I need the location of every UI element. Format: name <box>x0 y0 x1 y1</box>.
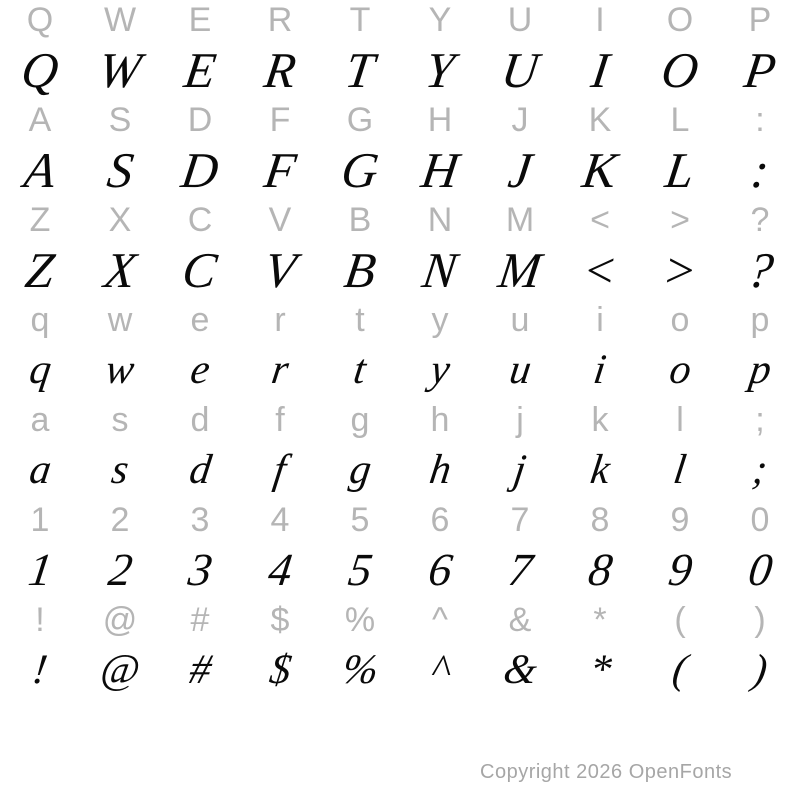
glyph-cell: 0 <box>744 544 776 595</box>
glyph-cell: C <box>187 201 213 239</box>
glyph-cell: 3 <box>190 501 210 539</box>
glyph-cell: a <box>26 447 54 493</box>
glyph-cell: ; <box>749 447 771 493</box>
glyph-cell: P <box>740 42 780 98</box>
glyph-row-ref-caps <box>0 0 800 40</box>
glyph-cell: T <box>349 1 371 39</box>
glyph-cell: J <box>511 101 529 139</box>
glyph-cell: X <box>108 201 132 239</box>
glyph-cell: I <box>595 1 605 39</box>
glyph-cell: E <box>188 1 212 39</box>
glyph-cell: o <box>670 301 690 339</box>
glyph-row-script-caps <box>0 40 800 100</box>
glyph-cell: q <box>30 301 50 339</box>
glyph-cell: Y <box>428 1 452 39</box>
glyph-cell: p <box>746 347 774 393</box>
glyph-cell: O <box>658 42 702 98</box>
glyph-cell: t <box>350 347 370 393</box>
glyph-cell: > <box>670 201 690 239</box>
glyph-cell: l <box>670 447 690 493</box>
glyph-cell: S <box>108 101 132 139</box>
glyph-cell: $ <box>270 601 290 639</box>
glyph-cell: L <box>670 101 690 139</box>
glyph-cell: J <box>504 142 536 198</box>
glyph-cell: & <box>508 601 532 639</box>
glyph-cell: w <box>107 301 133 339</box>
glyph-cell: R <box>260 42 300 98</box>
glyph-cell: < <box>579 242 621 298</box>
glyph-cell: 4 <box>270 501 290 539</box>
glyph-cell: q <box>26 347 54 393</box>
glyph-row-script-symbols <box>0 640 800 700</box>
glyph-cell: p <box>750 301 770 339</box>
glyph-cell: ^ <box>432 601 448 639</box>
glyph-cell: U <box>507 1 533 39</box>
glyph-cell: * <box>586 647 614 693</box>
glyph-cell: A <box>28 101 52 139</box>
glyph-cell: 1 <box>30 501 50 539</box>
glyph-cell: h <box>430 401 450 439</box>
glyph-cell: j <box>516 401 524 439</box>
glyph-cell: 8 <box>590 501 610 539</box>
glyph-cell: S <box>103 142 137 198</box>
glyph-cell: u <box>506 347 534 393</box>
glyph-cell: f <box>275 401 285 439</box>
glyph-cell: ) <box>749 647 771 693</box>
glyph-row-script-caps <box>0 240 800 300</box>
glyph-cell: @ <box>102 601 138 639</box>
glyph-cell: B <box>348 201 372 239</box>
glyph-cell: > <box>659 242 701 298</box>
glyph-cell: 7 <box>510 501 530 539</box>
glyph-row-pair <box>0 300 800 400</box>
glyph-cell: a <box>30 401 50 439</box>
glyph-row-script-lower <box>0 340 800 400</box>
glyph-cell: G <box>346 101 374 139</box>
glyph-cell: T <box>342 42 378 98</box>
glyph-cell: 4 <box>264 544 296 595</box>
glyph-cell: e <box>190 301 210 339</box>
glyph-cell: F <box>260 142 300 198</box>
glyph-cell: 9 <box>664 544 696 595</box>
glyph-cell: D <box>187 101 213 139</box>
glyph-cell: Q <box>18 42 62 98</box>
glyph-cell: s <box>108 447 132 493</box>
glyph-cell: Q <box>26 1 54 39</box>
glyph-row-ref-lower <box>0 400 800 440</box>
glyph-cell: ; <box>755 401 765 439</box>
glyph-cell: h <box>426 447 454 493</box>
glyph-cell: U <box>498 42 542 98</box>
glyph-cell: f <box>270 447 290 493</box>
glyph-row-pair <box>0 600 800 700</box>
glyph-row-ref-lower <box>0 300 800 340</box>
glyph-row-ref-numbers <box>0 500 800 540</box>
glyph-cell: % <box>344 601 376 639</box>
glyph-cell: H <box>427 101 453 139</box>
glyph-row-pair <box>0 0 800 100</box>
glyph-row-ref-symbols <box>0 600 800 640</box>
glyph-row-pair <box>0 100 800 200</box>
glyph-cell: j <box>510 447 530 493</box>
glyph-cell: P <box>748 1 772 39</box>
glyph-cell: $ <box>266 647 294 693</box>
glyph-cell: e <box>187 347 213 393</box>
glyph-cell: W <box>95 42 145 98</box>
glyph-cell: y <box>427 347 453 393</box>
glyph-cell: Z <box>22 242 58 298</box>
glyph-cell: k <box>587 447 613 493</box>
glyph-cell: V <box>268 201 292 239</box>
glyph-cell: 8 <box>584 544 616 595</box>
glyph-row-pair <box>0 500 800 600</box>
glyph-cell: ( <box>674 601 686 639</box>
glyph-cell: o <box>666 347 694 393</box>
glyph-cell: y <box>431 301 449 339</box>
glyph-cell: s <box>111 401 129 439</box>
glyph-cell: d <box>186 447 214 493</box>
glyph-cell: 5 <box>344 544 376 595</box>
glyph-cell: i <box>590 347 610 393</box>
glyph-cell: K <box>588 101 612 139</box>
glyph-cell: ! <box>35 601 45 639</box>
glyph-cell: r <box>268 347 292 393</box>
glyph-cell: ) <box>754 601 766 639</box>
glyph-cell: * <box>593 601 607 639</box>
glyph-cell: Z <box>29 201 51 239</box>
glyph-cell: t <box>355 301 365 339</box>
glyph-cell: w <box>102 347 138 393</box>
glyph-cell: L <box>662 142 698 198</box>
glyph-cell: A <box>20 142 60 198</box>
glyph-cell: : <box>755 101 765 139</box>
glyph-cell: Y <box>422 42 458 98</box>
glyph-cell: B <box>340 242 380 298</box>
glyph-cell: ? <box>750 201 770 239</box>
glyph-row-script-numbers <box>0 540 800 600</box>
glyph-cell: M <box>505 201 535 239</box>
glyph-cell: 2 <box>104 544 136 595</box>
glyph-row-pair <box>0 200 800 300</box>
glyph-cell: < <box>590 201 610 239</box>
glyph-cell: D <box>178 142 222 198</box>
glyph-row-script-lower <box>0 440 800 500</box>
glyph-cell: g <box>350 401 370 439</box>
glyph-row-script-caps <box>0 140 800 200</box>
glyph-cell: H <box>418 142 462 198</box>
glyph-cell: I <box>587 42 613 98</box>
glyph-cell: V <box>260 242 300 298</box>
glyph-cell: ! <box>29 647 51 693</box>
glyph-cell: 1 <box>24 544 56 595</box>
glyph-cell: E <box>180 42 220 98</box>
glyph-cell: 0 <box>750 501 770 539</box>
glyph-cell: M <box>495 242 545 298</box>
glyph-cell: C <box>179 242 221 298</box>
glyph-cell: ( <box>669 647 691 693</box>
glyph-cell: N <box>419 242 461 298</box>
glyph-cell: W <box>103 1 137 39</box>
glyph-row-ref-caps <box>0 100 800 140</box>
glyph-cell: u <box>510 301 530 339</box>
glyph-cell: & <box>500 647 540 693</box>
glyph-cell: d <box>190 401 210 439</box>
copyright-text: Copyright 2026 OpenFonts <box>480 761 733 783</box>
glyph-cell: % <box>339 647 381 693</box>
glyph-cell: i <box>596 301 604 339</box>
glyph-row-pair <box>0 400 800 500</box>
glyph-cell: # <box>186 647 214 693</box>
glyph-cell: ? <box>743 242 777 298</box>
glyph-cell: K <box>579 142 621 198</box>
glyph-cell: r <box>274 301 286 339</box>
glyph-cell: G <box>338 142 382 198</box>
glyph-cell: 6 <box>430 501 450 539</box>
glyph-cell: F <box>269 101 291 139</box>
glyph-cell: R <box>267 1 293 39</box>
glyph-row-ref-caps <box>0 200 800 240</box>
glyph-cell: 9 <box>670 501 690 539</box>
glyph-cell: : <box>747 142 773 198</box>
glyph-cell: 7 <box>504 544 536 595</box>
glyph-cell: l <box>676 401 684 439</box>
glyph-cell: N <box>427 201 453 239</box>
glyph-cell: 3 <box>184 544 216 595</box>
glyph-cell: # <box>190 601 210 639</box>
glyph-cell: ^ <box>427 647 453 693</box>
glyph-cell: 6 <box>424 544 456 595</box>
glyph-cell: 5 <box>350 501 370 539</box>
glyph-cell: g <box>346 447 374 493</box>
glyph-cell: O <box>666 1 694 39</box>
glyph-cell: k <box>591 401 609 439</box>
glyph-cell: 2 <box>110 501 130 539</box>
glyph-cell: X <box>100 242 140 298</box>
glyph-cell: @ <box>97 647 143 693</box>
